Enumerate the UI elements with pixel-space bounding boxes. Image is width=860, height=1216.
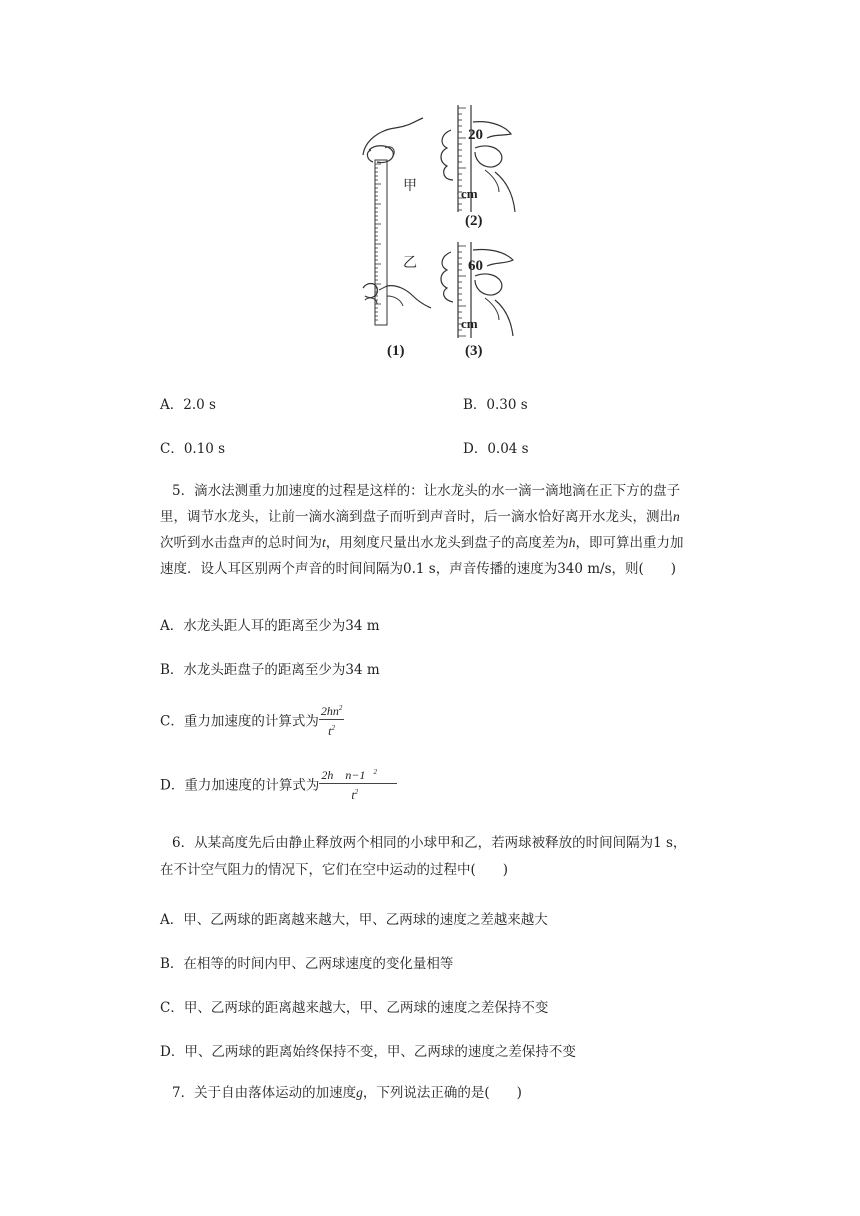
q6-option-d: D．甲、乙两球的距离始终保持不变，甲、乙两球的速度之差保持不变 [160, 1044, 576, 1060]
q5-option-c: C．重力加速度的计算式为 $\frac{2hn^2}{t^2}$ [160, 700, 344, 739]
q6-option-c: C．甲、乙两球的距离越来越大，甲、乙两球的速度之差保持不变 [160, 1000, 549, 1016]
q5-line-4: 速度．设人耳区别两个声音的时间间隔为0.1 s，声音传播的速度为340 m/s，则( ) [160, 561, 677, 577]
figure-3-label: (3) [465, 343, 483, 359]
figure-drawing [355, 100, 540, 370]
q6-option-a: A．甲、乙两球的距离越来越大，甲、乙两球的速度之差越来越大 [160, 912, 548, 928]
person-a-label: 甲 [403, 178, 417, 194]
q5-line-3: 次听到水击盘声的总时间为t，用刻度尺量出水龙头到盘子的高度差为h，即可算出重力加 [160, 535, 684, 551]
formula-d: $\frac{2h n-1 ^2}{t^2}$ [319, 764, 397, 803]
q5-line-1: 5．滴水法测重力加速度的过程是这样的：让水龙头的水一滴一滴地滴在正下方的盘子 [172, 483, 681, 499]
figure-1-label: (1) [387, 343, 405, 359]
var-n: n [673, 509, 680, 524]
formula-c: $\frac{2hn^2}{t^2}$ [319, 700, 345, 739]
q5-option-d: D．重力加速度的计算式为 $\frac{2h n-1 ^2}{t^2}$ [160, 764, 397, 803]
q5-line-2: 里，调节水龙头，让前一滴水滴到盘子而听到声音时，后一滴水恰好离开水龙头，测出n [160, 509, 680, 525]
q4-option-c: C．0.10 s [160, 441, 226, 457]
ruler-reaction-figure [355, 100, 540, 370]
scale-60-label: 60 [468, 258, 483, 274]
figure-2-label: (2) [465, 213, 483, 229]
q5-option-a: A．水龙头距人耳的距离至少为34 m [160, 618, 380, 634]
q6-line-2: 在不计空气阻力的情况下，它们在空中运动的过程中( ) [160, 862, 509, 878]
q4-option-a: A．2.0 s [160, 397, 216, 413]
unit-cm-label-2: cm [461, 186, 478, 201]
person-b-label: 乙 [403, 255, 417, 271]
q5-option-b: B．水龙头距盘子的距离至少为34 m [160, 662, 380, 678]
q6-option-b: B．在相等的时间内甲、乙两球速度的变化量相等 [160, 956, 454, 972]
q4-option-b: B．0.30 s [463, 397, 528, 413]
q4-option-d: D．0.04 s [463, 441, 529, 457]
q7-line-1: 7．关于自由落体运动的加速度g，下列说法正确的是( ) [172, 1085, 522, 1101]
scale-20-label: 20 [468, 127, 483, 143]
var-g: g [356, 1085, 363, 1100]
q6-line-1: 6．从某高度先后由静止释放两个相同的小球甲和乙，若两球被释放的时间间隔为1 s， [172, 835, 687, 851]
unit-cm-label-3: cm [461, 316, 478, 331]
